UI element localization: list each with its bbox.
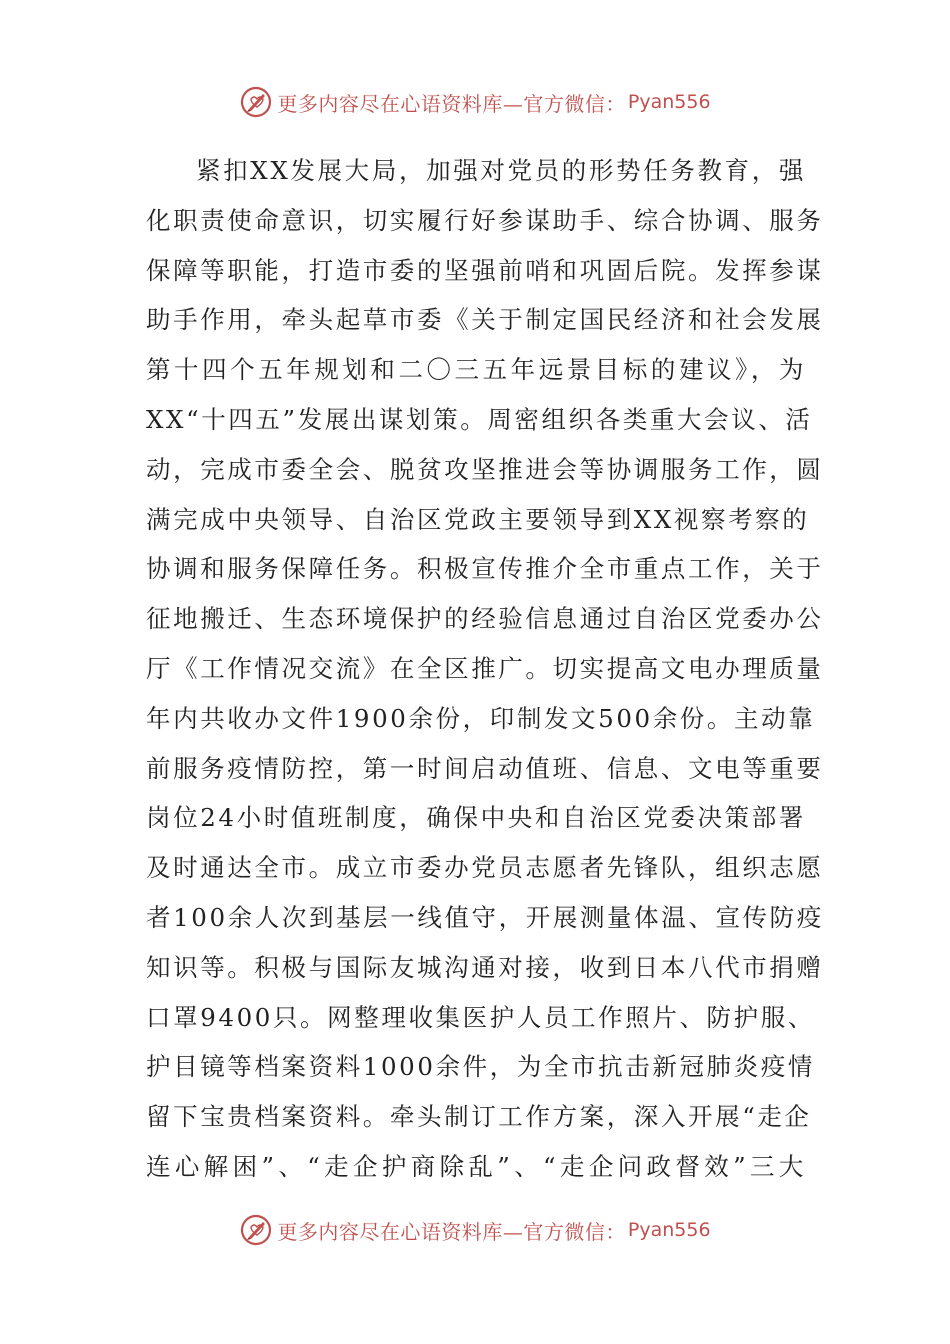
banner-text: 更多内容尽在心语资料库—官方微信： xyxy=(277,1219,626,1244)
paragraph-line: 征地搬迁、生态环境保护的经验信息通过自治区党委办公 xyxy=(146,604,824,634)
pen-heart-logo-icon xyxy=(239,85,273,119)
paragraph-line: XX“十四五”发展出谋划策。周密组织各类重大会议、活 xyxy=(146,404,813,434)
paragraph-line: 护目镜等档案资料1000余件，为全市抗击新冠肺炎疫情 xyxy=(146,1052,815,1082)
paragraph-line: 岗位24小时值班制度，确保中央和自治区党委决策部署 xyxy=(146,803,806,833)
paragraph-line: 第十四个五年规划和二〇三五年远景目标的建议》，为 xyxy=(146,355,806,385)
paragraph-line: 满完成中央领导、自治区党政主要领导到XX视察考察的 xyxy=(146,504,810,534)
paragraph-line: 口罩9400只。网整理收集医护人员工作照片、防护服、 xyxy=(146,1002,815,1032)
document-body xyxy=(146,146,824,1192)
paragraph-line: 保障等职能，打造市委的坚强前哨和巩固后院。发挥参谋 xyxy=(146,255,824,285)
pen-heart-logo-icon xyxy=(239,1213,273,1247)
paragraph-line: 厅《工作情况交流》在全区推广。切实提高文电办理质量 xyxy=(146,653,824,683)
paragraph-line: 者100余人次到基层一线值守，开展测量体温、宣传防疫 xyxy=(146,902,824,932)
paragraph-line: 化职责使命意识，切实履行好参谋助手、综合协调、服务 xyxy=(146,205,824,235)
paragraph-line: 前服务疫情防控，第一时间启动值班、信息、文电等重要 xyxy=(146,753,824,783)
wechat-id: Pyan556 xyxy=(627,91,711,113)
paragraph-line: 知识等。积极与国际友城沟通对接，收到日本八代市捐赠 xyxy=(146,952,824,982)
paragraph-line: 年内共收办文件1900余份，印制发文500余份。主动靠 xyxy=(146,703,816,733)
paragraph-line: 紧扣XX发展大局，加强对党员的形势任务教育，强 xyxy=(196,156,806,185)
paragraph-line: 留下宝贵档案资料。牵头制订工作方案，深入开展“走企 xyxy=(146,1102,812,1132)
header-banner xyxy=(0,82,950,122)
wechat-id: Pyan556 xyxy=(627,1219,711,1241)
paragraph-line: 连心解困”、“走企护商除乱”、“走企问政督效”三大 xyxy=(146,1151,806,1181)
paragraph-line: 动，完成市委全会、脱贫攻坚推进会等协调服务工作，圆 xyxy=(146,454,824,484)
paragraph-line: 协调和服务保障任务。积极宣传推介全市重点工作，关于 xyxy=(146,554,824,584)
paragraph-line: 及时通达全市。成立市委办党员志愿者先锋队，组织志愿 xyxy=(146,853,824,883)
banner-text: 更多内容尽在心语资料库—官方微信： xyxy=(277,91,626,116)
paragraph-line: 助手作用，牵头起草市委《关于制定国民经济和社会发展 xyxy=(146,305,824,335)
footer-banner xyxy=(0,1210,950,1250)
